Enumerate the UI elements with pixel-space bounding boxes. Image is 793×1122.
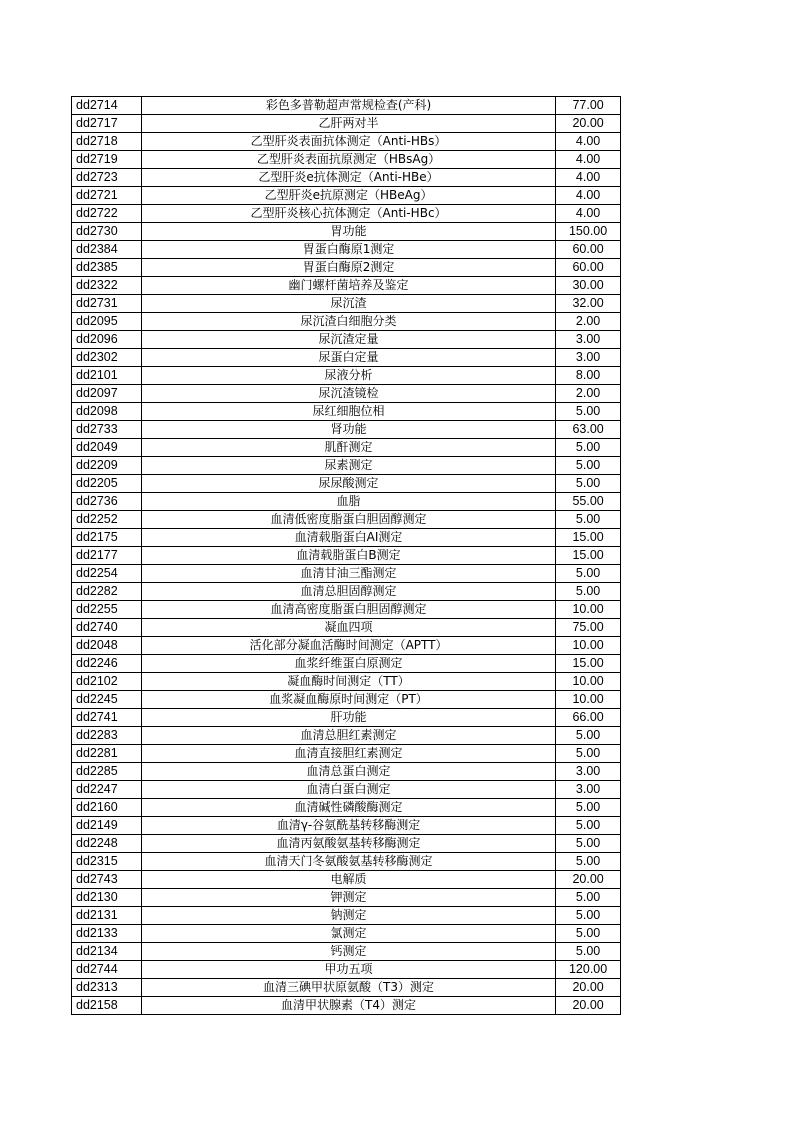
item-code-cell: dd2160 [72,799,142,817]
item-price-cell: 10.00 [556,691,621,709]
item-name-cell: 凝血酶时间测定（TT） [141,673,555,691]
item-code-cell: dd2149 [72,817,142,835]
item-price-cell: 5.00 [556,799,621,817]
table-row [72,853,621,871]
item-code-cell: dd2315 [72,853,142,871]
item-price-cell: 15.00 [556,529,621,547]
item-name-cell: 血清丙氨酸氨基转移酶测定 [141,835,555,853]
table-row [72,223,621,241]
table-row [72,619,621,637]
item-name-cell: 钠测定 [141,907,555,925]
item-code-cell: dd2281 [72,745,142,763]
item-name-cell: 幽门螺杆菌培养及鉴定 [141,277,555,295]
item-name-cell: 血清γ-谷氨酰基转移酶测定 [141,817,555,835]
item-price-cell: 8.00 [556,367,621,385]
item-code-cell: dd2743 [72,871,142,889]
table-row [72,565,621,583]
item-price-cell: 5.00 [556,817,621,835]
table-row [72,439,621,457]
item-price-cell: 66.00 [556,709,621,727]
item-price-cell: 15.00 [556,547,621,565]
item-price-cell: 75.00 [556,619,621,637]
item-code-cell: dd2175 [72,529,142,547]
table-row [72,763,621,781]
item-name-cell: 乙型肝炎表面抗原测定（HBsAg） [141,151,555,169]
table-row [72,97,621,115]
item-name-cell: 凝血四项 [141,619,555,637]
item-price-cell: 4.00 [556,187,621,205]
item-code-cell: dd2731 [72,295,142,313]
item-price-cell: 5.00 [556,403,621,421]
item-name-cell: 血清载脂蛋白B测定 [141,547,555,565]
item-code-cell: dd2722 [72,205,142,223]
item-name-cell: 血清低密度脂蛋白胆固醇测定 [141,511,555,529]
item-name-cell: 乙型肝炎e抗体测定（Anti-HBe） [141,169,555,187]
item-name-cell: 尿素测定 [141,457,555,475]
item-name-cell: 血清甲状腺素（T4）测定 [141,997,555,1015]
item-price-cell: 3.00 [556,763,621,781]
item-name-cell: 尿蛋白定量 [141,349,555,367]
item-price-cell: 10.00 [556,673,621,691]
item-name-cell: 乙肝两对半 [141,115,555,133]
table-row [72,799,621,817]
item-code-cell: dd2255 [72,601,142,619]
item-price-cell: 5.00 [556,727,621,745]
item-code-cell: dd2095 [72,313,142,331]
item-price-cell: 150.00 [556,223,621,241]
item-price-cell: 4.00 [556,151,621,169]
table-row [72,727,621,745]
item-name-cell: 肝功能 [141,709,555,727]
item-code-cell: dd2246 [72,655,142,673]
item-name-cell: 电解质 [141,871,555,889]
item-name-cell: 氯测定 [141,925,555,943]
item-code-cell: dd2096 [72,331,142,349]
item-code-cell: dd2205 [72,475,142,493]
item-price-cell: 20.00 [556,115,621,133]
item-price-cell: 5.00 [556,835,621,853]
item-name-cell: 肾功能 [141,421,555,439]
item-name-cell: 尿沉渣白细胞分类 [141,313,555,331]
item-name-cell: 胃蛋白酶原1测定 [141,241,555,259]
table-row [72,817,621,835]
item-code-cell: dd2714 [72,97,142,115]
table-row [72,871,621,889]
fee-table [71,96,621,1015]
table-row [72,169,621,187]
item-name-cell: 血清载脂蛋白AⅠ测定 [141,529,555,547]
table-row [72,673,621,691]
table-row [72,295,621,313]
item-price-cell: 15.00 [556,655,621,673]
item-name-cell: 血脂 [141,493,555,511]
table-row [72,511,621,529]
table-row [72,709,621,727]
table-row [72,943,621,961]
table-row [72,259,621,277]
table-row [72,187,621,205]
table-row [72,835,621,853]
item-price-cell: 4.00 [556,169,621,187]
item-name-cell: 活化部分凝血活酶时间测定（APTT） [141,637,555,655]
item-name-cell: 乙型肝炎表面抗体测定（Anti-HBs） [141,133,555,151]
item-code-cell: dd2282 [72,583,142,601]
item-name-cell: 血清三碘甲状原氨酸（T3）测定 [141,979,555,997]
table-row [72,457,621,475]
item-name-cell: 乙型肝炎核心抗体测定（Anti-HBc） [141,205,555,223]
item-code-cell: dd2730 [72,223,142,241]
item-code-cell: dd2723 [72,169,142,187]
table-row [72,151,621,169]
item-price-cell: 5.00 [556,511,621,529]
item-code-cell: dd2245 [72,691,142,709]
item-price-cell: 10.00 [556,637,621,655]
table-row [72,547,621,565]
item-code-cell: dd2102 [72,673,142,691]
item-price-cell: 20.00 [556,871,621,889]
item-code-cell: dd2718 [72,133,142,151]
table-row [72,529,621,547]
item-name-cell: 尿沉渣镜检 [141,385,555,403]
item-code-cell: dd2741 [72,709,142,727]
item-price-cell: 5.00 [556,925,621,943]
item-code-cell: dd2177 [72,547,142,565]
table-row [72,601,621,619]
fee-table-body [72,97,621,1015]
table-row [72,583,621,601]
item-code-cell: dd2744 [72,961,142,979]
item-name-cell: 血浆纤维蛋白原测定 [141,655,555,673]
item-price-cell: 60.00 [556,241,621,259]
item-price-cell: 55.00 [556,493,621,511]
item-name-cell: 胃蛋白酶原2测定 [141,259,555,277]
item-name-cell: 血清高密度脂蛋白胆固醇测定 [141,601,555,619]
item-code-cell: dd2717 [72,115,142,133]
item-name-cell: 血清总胆红素测定 [141,727,555,745]
item-name-cell: 血清天门冬氨酸氨基转移酶测定 [141,853,555,871]
table-row [72,403,621,421]
item-price-cell: 5.00 [556,943,621,961]
table-row [72,655,621,673]
item-code-cell: dd2130 [72,889,142,907]
item-price-cell: 4.00 [556,205,621,223]
item-price-cell: 5.00 [556,475,621,493]
item-name-cell: 钾测定 [141,889,555,907]
table-row [72,691,621,709]
table-row [72,781,621,799]
item-code-cell: dd2285 [72,763,142,781]
item-code-cell: dd2313 [72,979,142,997]
table-row [72,331,621,349]
item-code-cell: dd2049 [72,439,142,457]
item-price-cell: 5.00 [556,457,621,475]
item-code-cell: dd2131 [72,907,142,925]
table-row [72,925,621,943]
item-name-cell: 血清总胆固醇测定 [141,583,555,601]
item-code-cell: dd2302 [72,349,142,367]
item-name-cell: 乙型肝炎e抗原测定（HBeAg） [141,187,555,205]
table-row [72,313,621,331]
table-row [72,907,621,925]
item-price-cell: 120.00 [556,961,621,979]
item-name-cell: 尿红细胞位相 [141,403,555,421]
item-code-cell: dd2733 [72,421,142,439]
table-row [72,979,621,997]
item-price-cell: 32.00 [556,295,621,313]
item-name-cell: 血清碱性磷酸酶测定 [141,799,555,817]
item-name-cell: 血清直接胆红素测定 [141,745,555,763]
item-price-cell: 5.00 [556,439,621,457]
item-name-cell: 肌酐测定 [141,439,555,457]
item-name-cell: 尿沉渣定量 [141,331,555,349]
item-name-cell: 甲功五项 [141,961,555,979]
table-row [72,205,621,223]
item-price-cell: 3.00 [556,349,621,367]
item-code-cell: dd2385 [72,259,142,277]
item-code-cell: dd2283 [72,727,142,745]
table-row [72,133,621,151]
item-price-cell: 20.00 [556,979,621,997]
item-code-cell: dd2254 [72,565,142,583]
table-row [72,637,621,655]
item-code-cell: dd2721 [72,187,142,205]
item-name-cell: 血清甘油三酯测定 [141,565,555,583]
item-name-cell: 彩色多普勒超声常规检查(产科) [141,97,555,115]
table-row [72,241,621,259]
item-price-cell: 20.00 [556,997,621,1015]
item-name-cell: 血浆凝血酶原时间测定（PT） [141,691,555,709]
item-price-cell: 77.00 [556,97,621,115]
item-price-cell: 10.00 [556,601,621,619]
item-price-cell: 5.00 [556,907,621,925]
item-code-cell: dd2248 [72,835,142,853]
table-row [72,349,621,367]
table-row [72,385,621,403]
item-price-cell: 5.00 [556,889,621,907]
item-price-cell: 2.00 [556,385,621,403]
item-code-cell: dd2098 [72,403,142,421]
table-row [72,475,621,493]
item-code-cell: dd2048 [72,637,142,655]
table-row [72,421,621,439]
item-name-cell: 血清总蛋白测定 [141,763,555,781]
item-name-cell: 血清白蛋白测定 [141,781,555,799]
table-row [72,115,621,133]
item-code-cell: dd2134 [72,943,142,961]
item-code-cell: dd2322 [72,277,142,295]
item-code-cell: dd2209 [72,457,142,475]
item-code-cell: dd2133 [72,925,142,943]
table-row [72,997,621,1015]
item-code-cell: dd2736 [72,493,142,511]
item-price-cell: 3.00 [556,331,621,349]
item-code-cell: dd2384 [72,241,142,259]
item-name-cell: 尿液分析 [141,367,555,385]
table-row [72,889,621,907]
item-code-cell: dd2097 [72,385,142,403]
item-price-cell: 5.00 [556,853,621,871]
item-code-cell: dd2247 [72,781,142,799]
item-price-cell: 2.00 [556,313,621,331]
item-code-cell: dd2719 [72,151,142,169]
item-code-cell: dd2740 [72,619,142,637]
table-row [72,367,621,385]
item-code-cell: dd2101 [72,367,142,385]
item-code-cell: dd2158 [72,997,142,1015]
item-name-cell: 胃功能 [141,223,555,241]
table-row [72,745,621,763]
item-code-cell: dd2252 [72,511,142,529]
item-price-cell: 30.00 [556,277,621,295]
item-price-cell: 5.00 [556,565,621,583]
table-row [72,493,621,511]
item-price-cell: 5.00 [556,583,621,601]
item-name-cell: 尿沉渣 [141,295,555,313]
item-price-cell: 63.00 [556,421,621,439]
item-name-cell: 尿尿酸测定 [141,475,555,493]
item-price-cell: 60.00 [556,259,621,277]
item-price-cell: 4.00 [556,133,621,151]
item-name-cell: 钙测定 [141,943,555,961]
item-price-cell: 5.00 [556,745,621,763]
table-row [72,277,621,295]
item-price-cell: 3.00 [556,781,621,799]
table-row [72,961,621,979]
